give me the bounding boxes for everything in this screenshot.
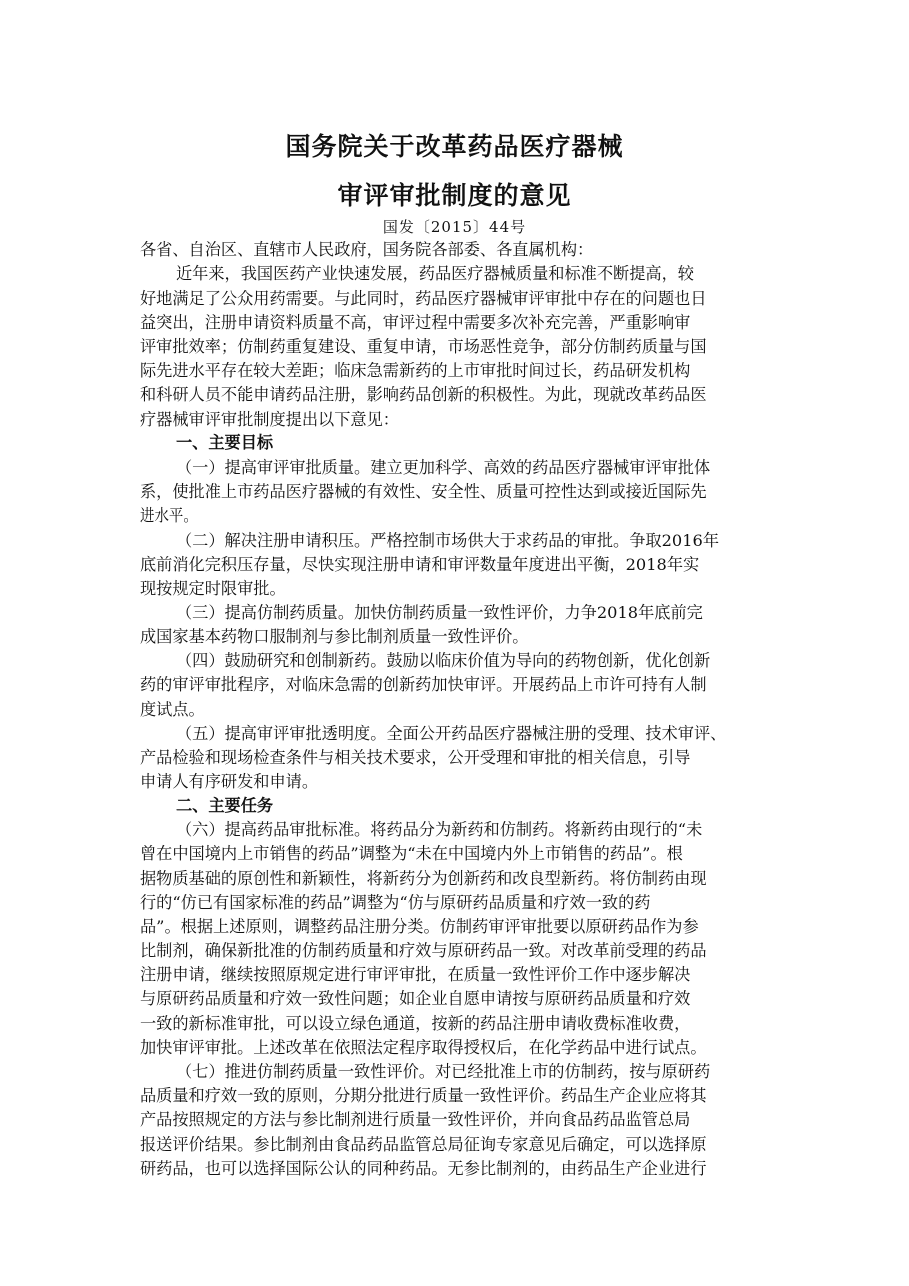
body-line bbox=[176, 529, 719, 553]
body-line: 评审批效率；仿制药重复建设、重复申请，市场恶性竞争，部分仿制药质量与国 bbox=[140, 337, 707, 356]
body-line: 品质量和疗效一致的原则，分期分批进行质量一致性评价。药品生产企业应将其 bbox=[140, 1086, 707, 1105]
body-line: 疗器械审评审批制度提出以下意见： bbox=[140, 410, 399, 429]
clause-text: 严格控制市场供大于求药品的审批。争取2016年 bbox=[370, 531, 720, 550]
section-heading: 一、主要目标 bbox=[176, 433, 274, 452]
body-line: 一致的新标准审批，可以设立绿色通道，按新的药品注册申请收费标准收费， bbox=[140, 1014, 691, 1033]
clause-text: 对已经批准上市的仿制药，按与原研药 bbox=[435, 1062, 711, 1081]
body-line: 行的“仿已有国家标准的药品”调整为“仿与原研药品质量和疗效一致的药 bbox=[140, 893, 651, 912]
clause-text: 鼓励以临床价值为导向的药物创新，优化创新 bbox=[386, 651, 711, 670]
body-line: 比制剂，确保新批准的仿制药质量和疗效与原研药品一致。对改革前受理的药品 bbox=[140, 941, 707, 960]
body-line: 成国家基本药物口服制剂与参比制剂质量一致性评价。 bbox=[140, 627, 529, 646]
clause-title: （七）推进仿制药质量一致性评价。 bbox=[176, 1062, 435, 1081]
clause-title: （二）解决注册申请积压。 bbox=[176, 531, 371, 550]
body-line: 系，使批准上市药品医疗器械的有效性、安全性、质量可控性达到或接近国际先 bbox=[140, 482, 707, 501]
clause-title: （三）提高仿制药质量。 bbox=[176, 603, 355, 622]
body-line: 现按规定时限审批。 bbox=[140, 579, 286, 598]
body-line: 进水平。 bbox=[140, 506, 198, 525]
body-line: 与原研药品质量和疗效一致性问题；如企业自愿申请按与原研药品质量和疗效 bbox=[140, 989, 691, 1008]
body-line: 产品按照规定的方法与参比制剂进行质量一致性评价，并向食品药品监管总局 bbox=[140, 1110, 691, 1129]
document-title-line-2: 审评审批制度的意见 bbox=[337, 181, 572, 210]
body-line: 曾在中国境内上市销售的药品”调整为“未在中国境内外上市销售的药品”。根 bbox=[140, 844, 683, 863]
clause-text: 全面公开药品医疗器械注册的受理、技术审评、 bbox=[386, 724, 727, 743]
clause-title: （一）提高审评审批质量。 bbox=[176, 458, 371, 477]
body-line: 据物质基础的原创性和新颖性，将新药分为创新药和改良型新药。将仿制药由现 bbox=[140, 869, 707, 888]
section-heading: 二、主要任务 bbox=[176, 796, 274, 815]
document-number: 国发〔2015〕44号 bbox=[382, 218, 527, 236]
body-line: 际先进水平存在较大差距；临床急需新药的上市审批时间过长，药品研发机构 bbox=[140, 361, 691, 380]
clause-text: 加快仿制药质量一致性评价，力争2018年底前完 bbox=[354, 603, 703, 622]
clause-text: 建立更加科学、高效的药品医疗器械审评审批体 bbox=[370, 458, 711, 477]
body-line: 好地满足了公众用药需要。与此同时，药品医疗器械审评审批中存在的问题也日 bbox=[140, 289, 707, 308]
body-line: 加快审评审批。上述改革在依照法定程序取得授权后，在化学药品中进行试点。 bbox=[140, 1038, 707, 1057]
body-line: 底前消化完积压存量，尽快实现注册申请和审评数量年度进出平衡，2018年实 bbox=[140, 555, 700, 574]
body-line bbox=[176, 649, 710, 673]
body-line bbox=[176, 601, 703, 625]
body-line: 度试点。 bbox=[140, 700, 205, 719]
body-line: 近年来，我国医药产业快速发展，药品医疗器械质量和标准不断提高，较 bbox=[176, 264, 694, 283]
body-line: 和科研人员不能申请药品注册，影响药品创新的积极性。为此，现就改革药品医 bbox=[140, 385, 707, 404]
body-line: 品”。根据上述原则，调整药品注册分类。仿制药审评审批要以原研药品作为参 bbox=[140, 917, 699, 936]
body-line bbox=[176, 722, 726, 746]
body-line: 报送评价结果。参比制剂由食品药品监管总局征询专家意见后确定，可以选择原 bbox=[140, 1135, 707, 1154]
body-line: 研药品，也可以选择国际公认的同种药品。无参比制剂的，由药品生产企业进行 bbox=[140, 1159, 707, 1178]
body-line: 产品检验和现场检查条件与相关技术要求，公开受理和审批的相关信息，引导 bbox=[140, 748, 691, 767]
body-line bbox=[176, 1060, 710, 1084]
body-line: 益突出，注册申请资料质量不高，审评过程中需要多次补充完善，严重影响审 bbox=[140, 313, 691, 332]
body-line bbox=[176, 818, 702, 842]
body-line: 申请人有序研发和申请。 bbox=[140, 772, 319, 791]
body-line: 药的审评审批程序，对临床急需的创新药加快审评。开展药品上市许可持有人制 bbox=[140, 675, 707, 694]
clause-title: （四）鼓励研究和创制新药。 bbox=[176, 651, 387, 670]
clause-title: （五）提高审评审批透明度。 bbox=[176, 724, 387, 743]
body-line bbox=[176, 456, 710, 480]
body-line: 各省、自治区、直辖市人民政府，国务院各部委、各直属机构： bbox=[140, 240, 594, 259]
clause-text: 将药品分为新药和仿制药。将新药由现行的“未 bbox=[370, 820, 703, 839]
clause-title: （六）提高药品审批标准。 bbox=[176, 820, 371, 839]
document-title-line-1: 国务院关于改革药品医疗器械 bbox=[285, 132, 624, 161]
body-line: 注册申请，继续按照原规定进行审评审批，在质量一致性评价工作中逐步解决 bbox=[140, 965, 691, 984]
